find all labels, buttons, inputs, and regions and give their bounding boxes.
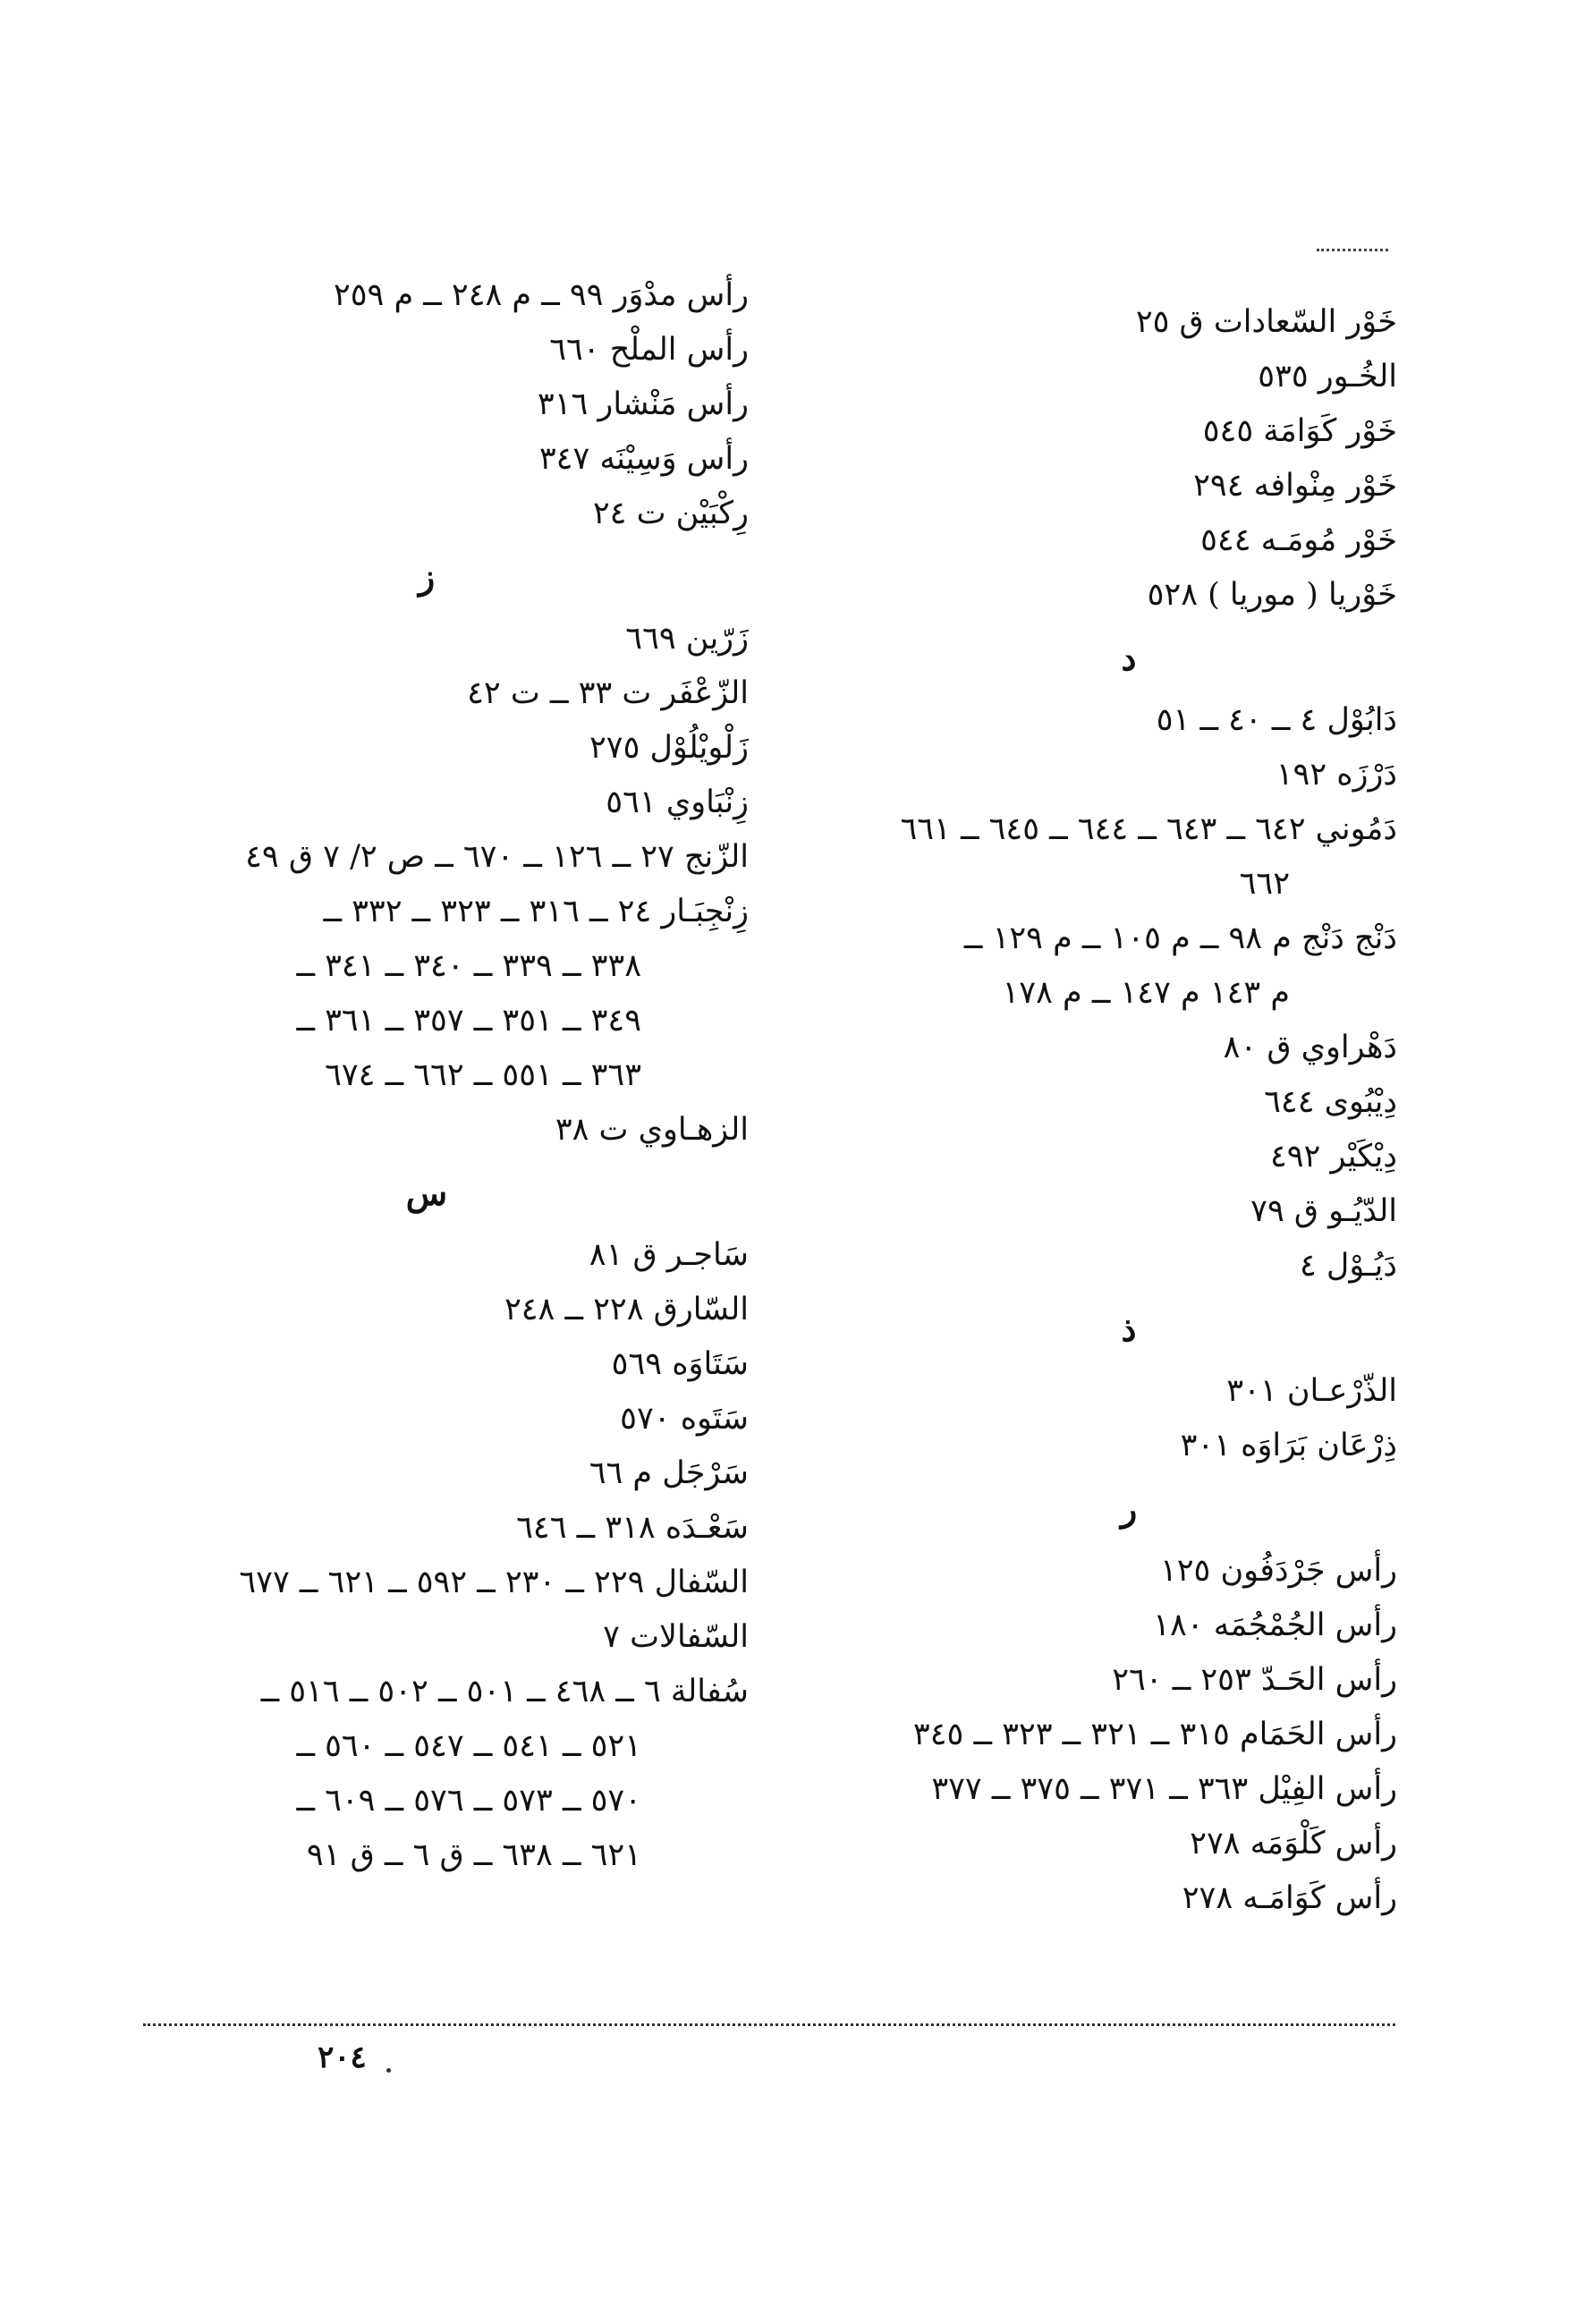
index-entry-continuation: ٦٢١ ــ ٦٣٨ ــ ق ٦ ــ ق ٩١ bbox=[306, 1837, 641, 1873]
footer-dot bbox=[386, 2068, 391, 2073]
index-entry: السّفال ٢٢٩ ــ ٢٣٠ ــ ٥٩٢ ــ ٦٢١ ــ ٦٧٧ bbox=[239, 1565, 749, 1600]
index-entry: دِيْبُوى ٦٤٤ bbox=[1264, 1084, 1397, 1120]
index-entry: سَعْـدَه ٣١٨ ــ ٦٤٦ bbox=[516, 1510, 749, 1546]
index-entry: رأس وَسِيْنَه ٣٤٧ bbox=[538, 441, 749, 477]
index-entry: سُفالة ٦ ــ ٤٦٨ ــ ٥٠١ ــ ٥٠٢ ــ ٥١٦ ــ bbox=[260, 1674, 749, 1709]
bottom-dotted-rule bbox=[143, 2023, 1395, 2026]
index-entry: رأس الحَمَام ٣١٥ ــ ٣٢١ ــ ٣٢٣ ــ ٣٤٥ bbox=[912, 1717, 1397, 1752]
index-entry-continuation: م ١٤٣ م ١٤٧ ــ م ١٧٨ bbox=[1002, 975, 1290, 1011]
index-entry: زَلْويْلُوْل ٢٧٥ bbox=[589, 730, 749, 766]
index-entry: زِنْجِبَـار ٢٤ ــ ٣١٦ ــ ٣٢٣ ــ ٣٣٢ ــ bbox=[323, 894, 749, 929]
index-entry: خَوْر مُومَـه ٥٤٤ bbox=[1200, 522, 1397, 558]
index-entry: زَرّين ٦٦٩ bbox=[625, 621, 749, 657]
index-entry: سَاجـر ق ٨١ bbox=[589, 1237, 749, 1273]
index-entry: رأس الملْح ٦٦٠ bbox=[549, 332, 749, 368]
index-entry: الزّعْفَر ت ٣٣ ــ ت ٤٢ bbox=[467, 675, 749, 711]
index-entry: سَتَاوَه ٥٦٩ bbox=[611, 1346, 749, 1382]
index-entry: دَنْج دَنْج م ٩٨ ــ م ١٠٥ ــ م ١٢٩ ــ bbox=[963, 920, 1397, 956]
index-entry-continuation: ٦٦٢ bbox=[1239, 866, 1290, 902]
index-entry: السّارق ٢٢٨ ــ ٢٤٨ bbox=[504, 1292, 749, 1327]
index-entry: رأس الفِيْل ٣٦٣ ــ ٣٧١ ــ ٣٧٥ ــ ٣٧٧ bbox=[931, 1771, 1397, 1807]
index-entry: السّفالات ٧ bbox=[603, 1619, 749, 1655]
index-entry: الخُـور ٥٣٥ bbox=[1258, 359, 1397, 394]
index-entry: دِيْكَيْر ٤٩٢ bbox=[1269, 1139, 1397, 1175]
section-letter-heading: س bbox=[405, 1173, 448, 1213]
index-entry: ذِرْعَان بَرَاوَه ٣٠١ bbox=[1180, 1428, 1397, 1463]
section-letter-heading: ز bbox=[418, 556, 436, 597]
index-entry-continuation: ٣٣٨ ــ ٣٣٩ ــ ٣٤٠ ــ ٣٤١ ــ bbox=[296, 948, 641, 984]
index-column-left bbox=[69, 268, 749, 1883]
index-entry: زِنْبَاوي ٥٦١ bbox=[606, 785, 749, 820]
section-letter-heading: ذ bbox=[1121, 1309, 1137, 1349]
index-entry: الزّنج ٢٧ ــ ١٢٦ ــ ٦٧٠ ــ ص ٢/ ٧ ق ٤٩ bbox=[245, 839, 749, 875]
index-entry: رأس الحَـدّ ٢٥٣ ــ ٢٦٠ bbox=[1112, 1662, 1397, 1698]
index-entry: رأس مَنْشار ٣١٦ bbox=[537, 386, 749, 422]
index-entry: خَوْر السّعادات ق ٢٥ bbox=[1135, 304, 1397, 340]
index-entry: رأس جَرْدَفُون ١٢٥ bbox=[1159, 1553, 1397, 1589]
index-entry: خَوْر كَوَامَة ٥٤٥ bbox=[1202, 413, 1397, 449]
index-entry-continuation: ٥٢١ ــ ٥٤١ ــ ٥٤٧ ــ ٥٦٠ ــ bbox=[296, 1728, 641, 1764]
index-entry: دَمُوني ٦٤٢ ــ ٦٤٣ ــ ٦٤٤ ــ ٦٤٥ ــ ٦٦١ bbox=[900, 811, 1397, 847]
index-entry: رأس مدْوَر ٩٩ ــ م ٢٤٨ ــ م ٢٥٩ bbox=[333, 277, 749, 313]
index-column-right bbox=[735, 295, 1397, 1926]
index-entry: دَرْزَه ١٩٢ bbox=[1276, 757, 1397, 793]
index-entry: دَيُـوْل ٤ bbox=[1299, 1248, 1397, 1284]
index-entry: سَرْجَل م ٦٦ bbox=[589, 1455, 749, 1491]
index-entry: سَتَوه ٥٧٠ bbox=[620, 1401, 749, 1437]
index-entry: رأس كَوَامَـه ٢٧٨ bbox=[1182, 1880, 1397, 1916]
index-entry: رأس الجُمْجُمَه ١٨٠ bbox=[1153, 1607, 1397, 1643]
index-entry: الدّيُـو ق ٧٩ bbox=[1250, 1193, 1397, 1229]
index-entry-continuation: ٣٦٣ ــ ٥٥١ ــ ٦٦٢ ــ ٦٧٤ bbox=[325, 1057, 641, 1093]
page-number: ٢٠٤ bbox=[318, 2040, 367, 2075]
index-entry: خَوْر مِنْوافه ٢٩٤ bbox=[1193, 468, 1397, 504]
index-entry: الذّرْعـان ٣٠١ bbox=[1226, 1373, 1397, 1409]
index-entry: رِكْبَيْن ت ٢٤ bbox=[592, 496, 749, 531]
section-letter-heading: د bbox=[1121, 638, 1137, 678]
top-dotted-rule bbox=[1317, 249, 1388, 251]
index-entry: خَوْريا ( موريا ) ٥٢٨ bbox=[1147, 577, 1397, 613]
index-entry: دَابُوْل ٤ ــ ٤٠ ــ ٥١ bbox=[1156, 702, 1397, 738]
index-entry-continuation: ٥٧٠ ــ ٥٧٣ ــ ٥٧٦ ــ ٦٠٩ ــ bbox=[296, 1783, 641, 1819]
section-letter-heading: ر bbox=[1120, 1489, 1138, 1529]
index-entry: رأس كَلْوَمَه ٢٧٨ bbox=[1190, 1826, 1397, 1862]
index-entry-continuation: ٣٤٩ ــ ٣٥١ ــ ٣٥٧ ــ ٣٦١ ــ bbox=[296, 1003, 641, 1039]
index-entry: دَهْراوي ق ٨٠ bbox=[1223, 1030, 1397, 1065]
index-entry: الزهـاوي ت ٣٨ bbox=[555, 1112, 749, 1148]
